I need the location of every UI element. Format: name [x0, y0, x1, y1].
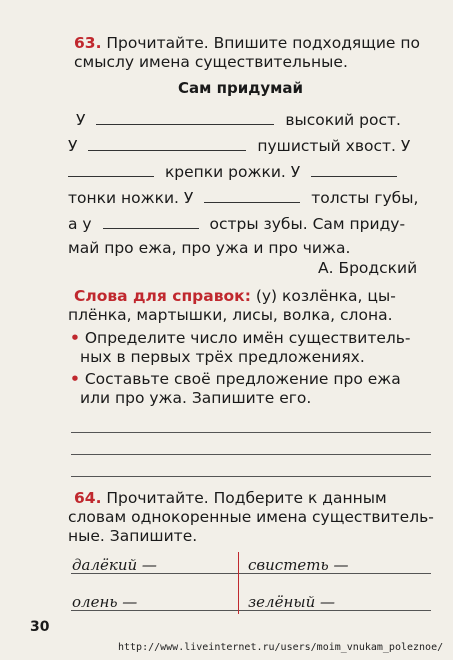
poem-title: Сам придумай — [178, 79, 304, 97]
ex64-word-2: свистеть — — [248, 556, 349, 574]
hint-line-2: плёнка, мартышки, лисы, волка, слона. — [68, 306, 393, 324]
poem-line-3 — [68, 163, 397, 181]
ex64-instruction-line1 — [74, 489, 387, 507]
ex64-instruction-line3: ные. Запишите. — [68, 527, 198, 545]
poem-line-6: май про ежа, про ужа и про чижа. — [68, 239, 351, 257]
writing-line[interactable] — [71, 454, 431, 455]
answer-blank[interactable] — [68, 164, 154, 177]
answer-blank[interactable] — [103, 216, 199, 229]
ex63-instruction-line1 — [74, 34, 420, 52]
ex63-instruction-line2: смыслу имена существительные. — [74, 53, 348, 71]
ex64-instruction: Прочитайте. Подберите к данным — [106, 489, 387, 507]
ex64-word-4: зелёный — — [248, 593, 336, 611]
bullet-icon: • — [70, 329, 80, 347]
ex64-number: 64. — [74, 489, 102, 507]
task-text: Составьте своё предложение про ежа — [84, 370, 401, 388]
task-2-line-1 — [70, 370, 401, 388]
answer-blank[interactable] — [88, 138, 246, 151]
poem-author: А. Бродский — [318, 259, 418, 277]
answer-blank[interactable] — [96, 112, 274, 125]
poem-text: У — [68, 137, 78, 155]
ex63-number: 63. — [74, 34, 102, 52]
task-1-line-1 — [70, 329, 411, 347]
ex64-instruction-line2: словам однокоренные имена существитель- — [68, 508, 434, 526]
page-number: 30 — [30, 619, 50, 635]
writing-line[interactable] — [71, 432, 431, 433]
poem-text: У — [76, 111, 86, 129]
poem-text: крепки рожки. У — [164, 163, 301, 181]
hint-label: Слова для справок: — [74, 287, 251, 305]
ex63-instruction: Прочитайте. Впишите подходящие по — [106, 34, 421, 52]
poem-text: тонки ножки. У — [68, 189, 194, 207]
bullet-icon: • — [70, 370, 80, 388]
task-1-line-2: ных в первых трёх предложениях. — [80, 348, 365, 366]
answer-blank[interactable] — [204, 190, 300, 203]
poem-text: толсты губы, — [311, 189, 419, 207]
hint-line-1 — [74, 287, 396, 305]
task-text: Определите число имён существитель- — [84, 329, 411, 347]
poem-text: остры зубы. Сам приду- — [209, 215, 406, 233]
poem-line-2 — [68, 137, 410, 155]
answer-blank[interactable] — [311, 164, 397, 177]
poem-line-5 — [68, 215, 405, 233]
ex64-word-1: далёкий — — [72, 556, 157, 574]
poem-line-1 — [76, 111, 401, 129]
column-divider — [238, 552, 239, 614]
writing-line[interactable] — [71, 476, 431, 477]
poem-text: высокий рост. — [285, 111, 401, 129]
footer-url[interactable]: http://www.liveinternet.ru/users/moim_vnukam_poleznoe/ — [118, 642, 444, 653]
poem-text: пушистый хвост. У — [257, 137, 411, 155]
ex64-word-3: олень — — [72, 593, 138, 611]
hint-text: (у) козлёнка, цы- — [255, 287, 396, 305]
poem-line-4 — [68, 189, 418, 207]
task-2-line-2: или про ужа. Запишите его. — [80, 389, 312, 407]
poem-text: а у — [68, 215, 92, 233]
